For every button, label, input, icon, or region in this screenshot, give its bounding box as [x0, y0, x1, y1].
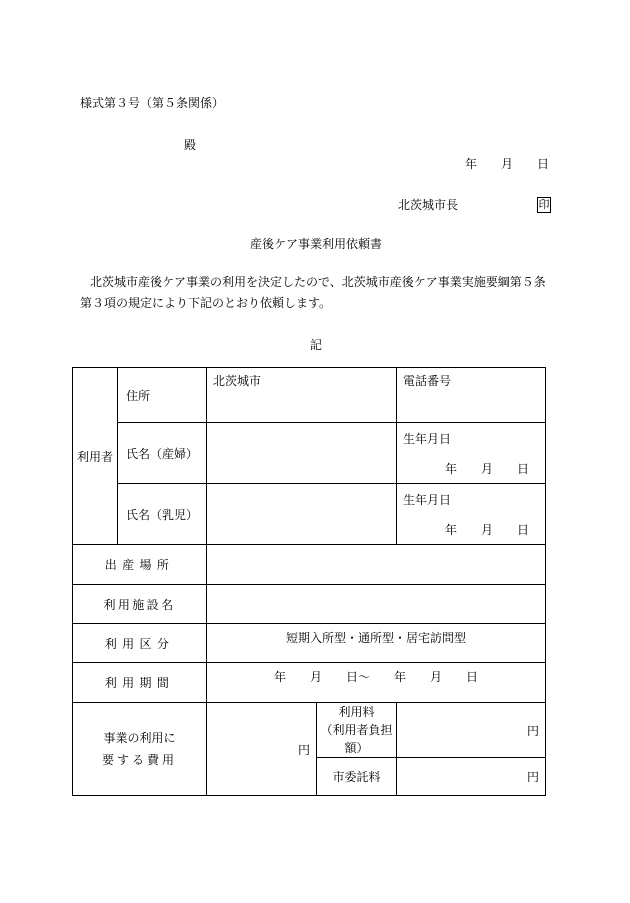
- infant-dob-label: 生年月日: [403, 493, 452, 507]
- category-value-cell[interactable]: [207, 624, 546, 663]
- cost-label-cell: [73, 703, 207, 796]
- facility-label: 利用施設名: [103, 597, 176, 612]
- category-label-cell: [73, 624, 207, 663]
- mother-name-label-cell: [118, 423, 207, 484]
- document-title: 産後ケア事業利用依頼書: [250, 237, 383, 251]
- facility-value-cell[interactable]: [207, 585, 546, 624]
- period-label: 利用期間: [104, 676, 175, 690]
- commission-label: 市委託料: [332, 770, 381, 784]
- category-value: 短期入所型・通所型・居宅訪問型: [286, 631, 467, 645]
- infant-dob-date: 年 月 日: [445, 523, 530, 537]
- mother-dob-date: 年 月 日: [445, 462, 530, 476]
- fee-label-line2: （利用者負担額）: [320, 723, 393, 755]
- ki-heading: 記: [310, 338, 323, 352]
- fee-yen-unit: 円: [527, 723, 540, 738]
- total-yen-unit: 円: [297, 742, 310, 757]
- date-line: 年 月 日: [465, 157, 550, 171]
- form-number: 様式第３号（第５条関係）: [80, 96, 225, 110]
- user-label: 利用者: [76, 449, 113, 464]
- infant-name-value-cell[interactable]: [207, 484, 397, 545]
- birthplace-label-cell: [73, 545, 207, 585]
- birthplace-label: 出産場所: [104, 558, 175, 572]
- issuer-name: 北茨城市長: [398, 198, 459, 212]
- fee-value-cell[interactable]: [397, 703, 546, 758]
- mother-name-label: 氏名（産婦）: [126, 446, 199, 461]
- address-value: 北茨城市: [213, 374, 262, 388]
- address-label: 住所: [126, 388, 151, 403]
- address-value-cell[interactable]: [207, 368, 397, 423]
- commission-label-cell: [317, 758, 397, 796]
- infant-name-label-cell: [118, 484, 207, 545]
- infant-name-label: 氏名（乳児）: [126, 507, 199, 522]
- category-label: 利用区分: [104, 636, 175, 651]
- total-cost-cell[interactable]: [207, 703, 317, 796]
- addressee-honorific: 殿: [184, 138, 197, 152]
- fee-label-cell: [317, 703, 397, 758]
- mother-dob-label: 生年月日: [403, 432, 452, 446]
- request-form-table: [72, 367, 546, 796]
- body-text: 北茨城市産後ケア事業の利用を決定したので、北茨城市産後ケア事業実施要綱第５条第３項の規定により下記のとおり依頼します。: [80, 275, 546, 310]
- commission-yen-unit: 円: [527, 770, 540, 784]
- address-label-cell: [118, 368, 207, 423]
- infant-dob-cell[interactable]: [397, 484, 546, 545]
- commission-value-cell[interactable]: [397, 758, 546, 796]
- birthplace-value-cell[interactable]: [207, 545, 546, 585]
- user-label-cell: [73, 368, 118, 545]
- period-label-cell: [73, 663, 207, 703]
- period-value: 年 月 日～ 年 月 日: [274, 670, 479, 684]
- cost-label-line2: 要する費用: [101, 753, 177, 767]
- fee-label-line1: 利用料: [338, 705, 375, 719]
- mother-dob-cell[interactable]: [397, 423, 546, 484]
- cost-label-line1: 事業の利用に: [103, 731, 176, 745]
- phone-label: 電話番号: [403, 374, 452, 388]
- phone-cell[interactable]: [397, 368, 546, 423]
- period-value-cell[interactable]: [207, 663, 546, 703]
- facility-label-cell: [73, 585, 207, 624]
- mother-name-value-cell[interactable]: [207, 423, 397, 484]
- seal-mark: 印: [538, 198, 550, 211]
